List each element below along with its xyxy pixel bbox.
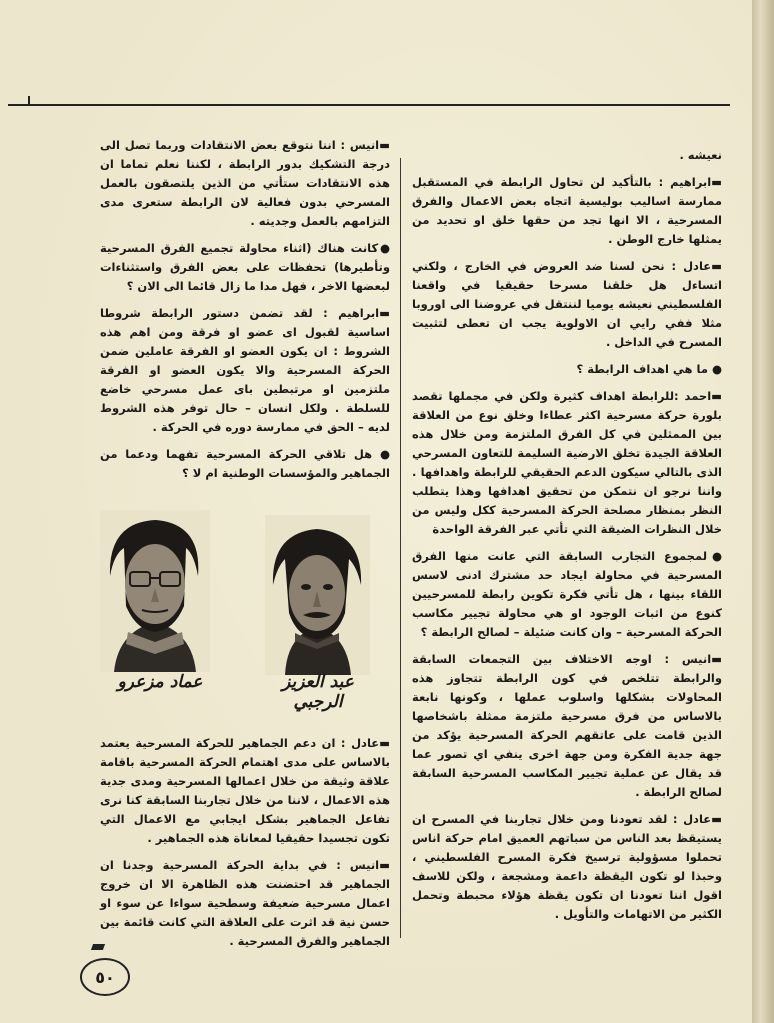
- paragraph: ▬انيس : اننا نتوقع بعض الانتقادات وربما تصل الى درجة التشكيك بدور الرابطة ، لكننا نعلم تماما ان هذه الانتقادات ستأتي من الذين يلتصقون بالعمل المسرحي بدون فعالية لان الرابطة ستعرى مدى التزامهم بالعمل وجديته .: [100, 138, 390, 228]
- corner-mark: [91, 944, 105, 950]
- portrait-photo-right: [265, 515, 370, 675]
- column-divider: [400, 158, 401, 938]
- photo-caption-right: عبد العزيز الرجبي: [282, 672, 354, 712]
- paragraph: ▬ابراهيم : لقد تضمن دستور الرابطة شروطا اساسية لقبول اى عضو او فرقة ومن اهم هذه الشروط : ان يكون العضو او الفرقة عاملين ضمن الحركة المسرحية والا يكون العضو او الفرقة ملتزمين او مرتبطين باى عمل مسرحي خاضع للسلطة . ولكل انسان – حال توفر هذه الشروط لديه – الحق في ممارسة دوره في الحركة .: [100, 306, 390, 434]
- portrait-photo-left: [100, 510, 210, 672]
- paragraph: ▬عادل : نحن لسنا ضد العروض في الخارج ، ولكني اتساءل هل خلقنا مسرحا حقيقيا في واقعنا الفلسطيني نعيشه يوميا لننتقل في عروضنا الى اوروبا مثلا ففي رايي ان الاولوية يجب ان تعطى لتثبيت المسرح في الداخل .: [412, 259, 722, 349]
- portrait-illustration: [100, 510, 210, 672]
- page-number: ٥٠: [80, 958, 130, 996]
- paragraph: ▬انيس : في بداية الحركة المسرحية وجدنا ان الجماهير قد احتضنت هذه الظاهرة الا ان خروج اعمال مسرحية ضعيفة وسطحية سواءا عن سوء او حسن نية قد اثرت على العلاقة التي كانت قائمة بين الجماهير والفرق المسرحية .: [100, 858, 390, 948]
- paragraph: ▬ابراهيم : بالتأكيد لن تحاول الرابطة في المستقبل ممارسة اساليب بوليسية اتجاه بعض الاعمال والفرق المسرحية ، الا انها تجد من حقها خلق او تحديد من يمثلها خارج الوطن .: [412, 175, 722, 246]
- left-column-top: [100, 136, 390, 491]
- right-column: [412, 146, 722, 932]
- header-rule: [8, 104, 730, 106]
- page-binding-edge: [752, 0, 774, 1023]
- left-column-bottom: [100, 734, 390, 959]
- paragraph: نعيشه .: [679, 148, 722, 162]
- question: ● ما هي اهداف الرابطة ؟: [576, 362, 722, 376]
- paragraph: ▬انيس : اوجه الاختلاف بين التجمعات السابقة والرابطة تتلخص في كون الرابطة تتجاوز هذه المحاولات بشكلها واسلوب عملها ، وكونها نابعة بالاساس من فرق مسرحية ملتزمة ممثلة باشخاصها الذين قامت على عاتقهم الحركة المسرحية يؤكد من جهة جدية الفكرة ومن جهة اخرى ينفي اي تصور عما قد يقال عن عملية تجيير المكاسب المسرحية السابقة لصالح الرابطة .: [412, 652, 722, 799]
- question: ●كانت هناك (اثناء محاولة تجميع الفرق المسرحية وتأطيرها) تحفظات على بعض الفرق واستثناءات لبعضها الاخر ، فهل مدا ما زال قائما الى الان ؟: [100, 241, 390, 293]
- rule-stub: [28, 96, 38, 104]
- portrait-illustration: [265, 515, 370, 675]
- question: ●لمجموع التجارب السابقة التي عانت منها الفرق المسرحية في محاولة ايجاد حد مشترك ادنى لاسس اللقاء بينها ، هل تأتي فكرة تكوين رابطة للمسرحيين كنوع من اثبات الوجود او هي محاولة تجيير مكاسب الحركة المسرحية – وان كانت ضئيلة – لصالح الرابطة ؟: [412, 549, 722, 639]
- paragraph: ▬عادل : ان دعم الجماهير للحركة المسرحية يعتمد بالاساس على مدى اهتمام الحركة المسرحية باقامة علاقة وثيقة من خلال اعمالها المسرحية ومدى جدية هذه الاعمال ، لاننا من خلال تجاربنا السابقة كنا نرى تفاعل الجماهير بشكل ايجابي مع الاعمال التي تكون تجسيدا حقيقيا لمعاناة هذه الجماهير .: [100, 736, 390, 845]
- paragraph: ▬احمد :للرابطة اهداف كثيرة ولكن في مجملها تقصد بلورة حركة مسرحية اكثر عطاءا وخلق نوع من العلاقة بين الممثلين في كل الفرق الملتزمة ومن خلال هذه العلاقة الجيدة تخلق الارضية السليمة للتعاون المسرحي الذى بالتالي سيكون الدعم الحقيقي للرابطة واهدافها . واننا نرجو ان نتمكن من تحقيق اهدافها وهذا يتطلب النظر بمنظار مصلحة الحركة المسرحية ككل وليس من خلال النظرات الضيقة التي تأتي عبر الفرقة الواحدة: [412, 389, 722, 536]
- photo-caption-left: عماد مزعرو: [117, 672, 203, 692]
- paragraph: ▬عادل : لقد تعودنا ومن خلال تجاربنا في المسرح ان يستيقظ بعد الناس من سباتهم العميق امام حركة اناس تحملوا مسؤولية ترسيخ فكرة المسرح الفلسطيني ، وحبذا لو تكون اليقظة داعمة ومشجعة ، ولكن للاسف اقول اننا تعودنا ان تكون يقظة هؤلاء محبطة وتحمل الكثير من الاتهامات والتأويل .: [412, 812, 722, 921]
- question: ● هل تلاقي الحركة المسرحية تفهما ودعما من الجماهير والمؤسسات الوطنية ام لا ؟: [100, 447, 390, 480]
